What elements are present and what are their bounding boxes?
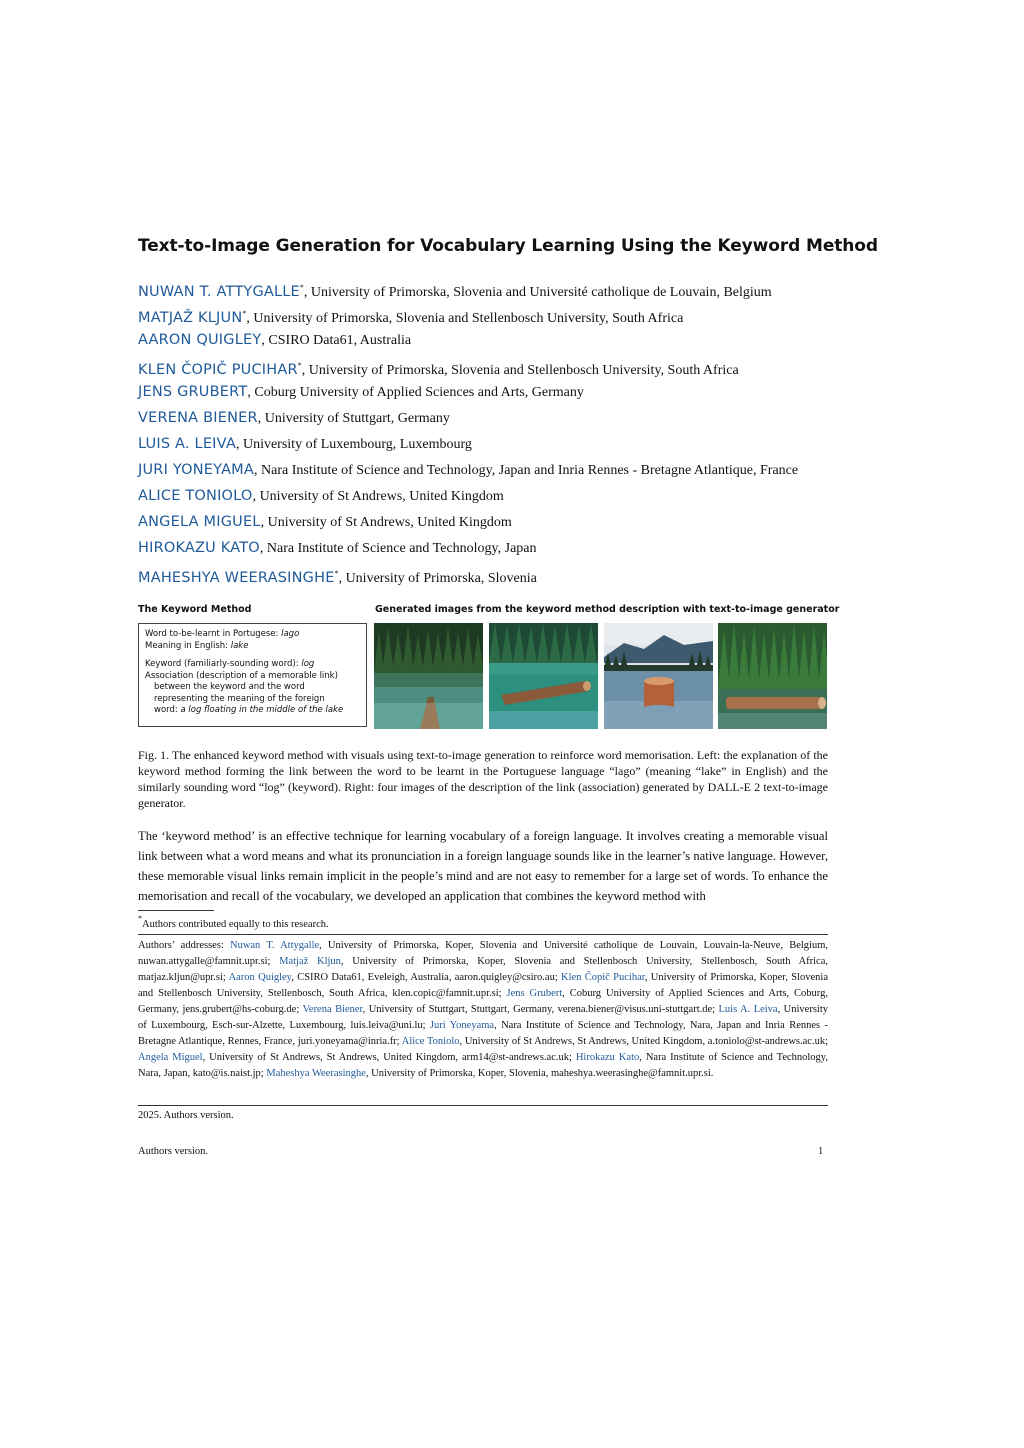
- figure-left-title: The Keyword Method: [138, 604, 252, 615]
- copyright-line: 2025. Authors version.: [138, 1110, 234, 1121]
- author-name[interactable]: MAHESHYA WEERASINGHE: [138, 570, 335, 586]
- author-affiliation: , University of St Andrews, United Kingdom: [252, 489, 504, 504]
- author-name[interactable]: VERENA BIENER: [138, 410, 258, 426]
- keyword-label: Keyword (familiarly-sounding word):: [145, 659, 302, 669]
- address-details: , University of Primorska, Koper, Slovenia, maheshya.weerasinghe@famnit.upr.si.: [365, 1068, 714, 1079]
- author-line: [138, 459, 838, 485]
- author-name[interactable]: JURI YONEYAMA: [138, 462, 255, 478]
- address-author-name[interactable]: Maheshya Weerasinghe: [266, 1068, 366, 1079]
- author-affiliation: , University of Primorska, Slovenia and Stellenbosch University, South Africa: [301, 363, 739, 378]
- keyword-value: log: [301, 659, 315, 669]
- author-name[interactable]: KLEN ČOPIČ PUCIHAR: [138, 362, 298, 378]
- association-value: a log floating in the middle of the lake: [180, 705, 344, 715]
- author-name[interactable]: LUIS A. LEIVA: [138, 436, 236, 452]
- author-name[interactable]: MATJAŽ KLJUN: [138, 310, 243, 326]
- author-list: [138, 277, 838, 589]
- address-details: , University of St Andrews, St Andrews, United Kingdom, a.toniolo@st-andrews.ac.uk;: [459, 1036, 828, 1047]
- author-affiliation: , Nara Institute of Science and Technology, Japan: [259, 541, 537, 556]
- association-line-3: representing the meaning of the foreign: [154, 693, 325, 704]
- addresses-rule-top: [138, 934, 828, 935]
- address-details: , Nara Institute of Science and Technology, Nara, Japan, kato@is.naist.jp;: [138, 1052, 829, 1079]
- footnote: [138, 914, 329, 930]
- keyword-method-box: [138, 623, 367, 727]
- figure-caption: Fig. 1. The enhanced keyword method with visuals using text-to-image generation to reinforce word memorisation. Left: the explanation of the keyword method forming the link between the word to be learnt in the Portuguese language “lago” (meaning “lake” in English) and the similarly sounding word “log” (keyword). Right: four images of the description of the link (association) generated by DALL-E 2 text-to-image generator.: [138, 748, 828, 810]
- author-affiliation: , University of Primorska, Slovenia and Stellenbosch University, South Africa: [246, 311, 684, 326]
- author-name[interactable]: ALICE TONIOLO: [138, 488, 253, 504]
- address-details: , Nara Institute of Science and Technology, Nara, Japan and Inria Rennes - Bretagne Atlantique, Rennes, France, juri.yoneyama@inria.fr;: [138, 1020, 828, 1047]
- author-affiliation: , University of Luxembourg, Luxembourg: [235, 437, 472, 452]
- generated-image-2: [489, 623, 598, 729]
- author-addresses: [138, 938, 828, 1082]
- author-name[interactable]: AARON QUIGLEY: [138, 332, 262, 348]
- author-affiliation: , CSIRO Data61, Australia: [261, 333, 412, 348]
- author-line: [138, 433, 838, 459]
- equal-contribution-mark: *: [297, 361, 302, 370]
- author-line: [138, 563, 838, 589]
- address-author-name[interactable]: Klen Čopič Pucihar: [561, 972, 645, 983]
- word-value: lago: [281, 629, 300, 639]
- author-name[interactable]: ANGELA MIGUEL: [138, 514, 261, 530]
- address-author-name[interactable]: Juri Yoneyama: [429, 1020, 495, 1031]
- association-word-label: word:: [154, 705, 181, 715]
- author-line: [138, 511, 838, 537]
- address-details: , University of Stuttgart, Stuttgart, Germany, verena.biener@visus.uni-stuttgart.de;: [362, 1004, 719, 1015]
- address-author-name[interactable]: Hirokazu Kato: [575, 1052, 640, 1063]
- footnote-text: Authors contributed equally to this research.: [142, 919, 329, 930]
- figure-right-title: Generated images from the keyword method description with text-to-image generator: [375, 604, 840, 615]
- address-details: , University of Primorska, Koper, Slovenia and Stellenbosch University, Stellenbosch, South Africa, matjaz.kljun@upr.si;: [138, 956, 829, 983]
- generated-image-3: [604, 623, 713, 729]
- author-affiliation: , Nara Institute of Science and Technology, Japan and Inria Rennes - Bretagne Atlantique, France: [254, 463, 799, 478]
- footer-left: Authors version.: [138, 1146, 208, 1157]
- association-line-2: between the keyword and the word: [154, 682, 305, 692]
- association-line-1: Association (description of a memorable link): [145, 670, 338, 681]
- paper-title: Text-to-Image Generation for Vocabulary Learning Using the Keyword Method: [138, 236, 878, 256]
- author-affiliation: , Coburg University of Applied Sciences and Arts, Germany: [247, 385, 584, 400]
- address-details: , Coburg University of Applied Sciences and Arts, Coburg, Germany, jens.grubert@hs-coburg.de;: [138, 988, 828, 1015]
- author-line: [138, 277, 838, 303]
- equal-contribution-mark: *: [242, 309, 247, 318]
- author-line: [138, 303, 838, 329]
- equal-contribution-mark: *: [334, 569, 339, 578]
- address-author-name[interactable]: Matjaž Kljun: [279, 956, 341, 967]
- meaning-label: Meaning in English:: [145, 640, 231, 651]
- author-line: [138, 485, 838, 511]
- addresses-prefix: Authors’ addresses:: [138, 940, 230, 951]
- author-line: [138, 329, 838, 355]
- author-affiliation: , University of Primorska, Slovenia: [338, 571, 537, 586]
- body-paragraph: The ‘keyword method’ is an effective technique for learning vocabulary of a foreign language. It involves creating a memorable visual link between what a word means and what its pronunciation in a foreign language sounds like in the learner’s native language. However, these memorable visual links remain implicit in the people’s mind and are not easy to remember for a large set of words. To enhance the memorisation and recall of the vocabulary, we developed an application that combines the keyword method with: [138, 829, 828, 903]
- author-name[interactable]: NUWAN T. ATTYGALLE: [138, 284, 300, 300]
- author-line: [138, 407, 838, 433]
- address-details: , University of Primorska, Koper, Slovenia and Université catholique de Louvain, Louvain-la-Neuve, Belgium, nuwan.attygalle@famnit.upr.si;: [138, 940, 829, 967]
- address-author-name[interactable]: Verena Biener: [302, 1004, 363, 1015]
- equal-contribution-mark: *: [299, 283, 304, 292]
- author-line: [138, 537, 838, 563]
- author-line: [138, 381, 838, 407]
- addresses-rule-bottom: [138, 1105, 828, 1106]
- generated-image-4: [718, 623, 827, 729]
- author-affiliation: , University of Primorska, Slovenia and Université catholique de Louvain, Belgium: [303, 285, 772, 300]
- address-details: , University of St Andrews, St Andrews, United Kingdom, arm14@st-andrews.ac.uk;: [202, 1052, 576, 1063]
- footnote-rule: [138, 910, 214, 911]
- address-details: , University of Primorska, Koper, Slovenia and Stellenbosch University, Stellenbosch, South Africa, klen.copic@famnit.upr.si;: [138, 972, 829, 999]
- address-author-name[interactable]: Alice Toniolo: [401, 1036, 460, 1047]
- address-author-name[interactable]: Angela Miguel: [138, 1052, 203, 1063]
- author-affiliation: , University of Stuttgart, Germany: [257, 411, 450, 426]
- word-label: Word to-be-learnt in Portugese:: [145, 629, 282, 639]
- page-number: 1: [818, 1146, 824, 1157]
- address-author-name[interactable]: Nuwan T. Attygalle: [229, 940, 320, 951]
- meaning-value: lake: [230, 640, 249, 651]
- generated-image-1: [374, 623, 483, 729]
- footnote-mark: *: [138, 914, 142, 923]
- author-name[interactable]: JENS GRUBERT: [138, 384, 248, 400]
- author-affiliation: , University of St Andrews, United Kingdom: [260, 515, 512, 530]
- address-details: , University of Luxembourg, Esch-sur-Alzette, Luxembourg, luis.leiva@uni.lu;: [138, 1004, 828, 1031]
- address-author-name[interactable]: Luis A. Leiva: [718, 1004, 778, 1015]
- address-author-name[interactable]: Jens Grubert: [506, 988, 563, 999]
- address-author-name[interactable]: Aaron Quigley: [228, 972, 292, 983]
- author-name[interactable]: HIROKAZU KATO: [138, 540, 260, 556]
- address-details: , CSIRO Data61, Eveleigh, Australia, aaron.quigley@csiro.au;: [291, 972, 562, 983]
- author-line: [138, 355, 838, 381]
